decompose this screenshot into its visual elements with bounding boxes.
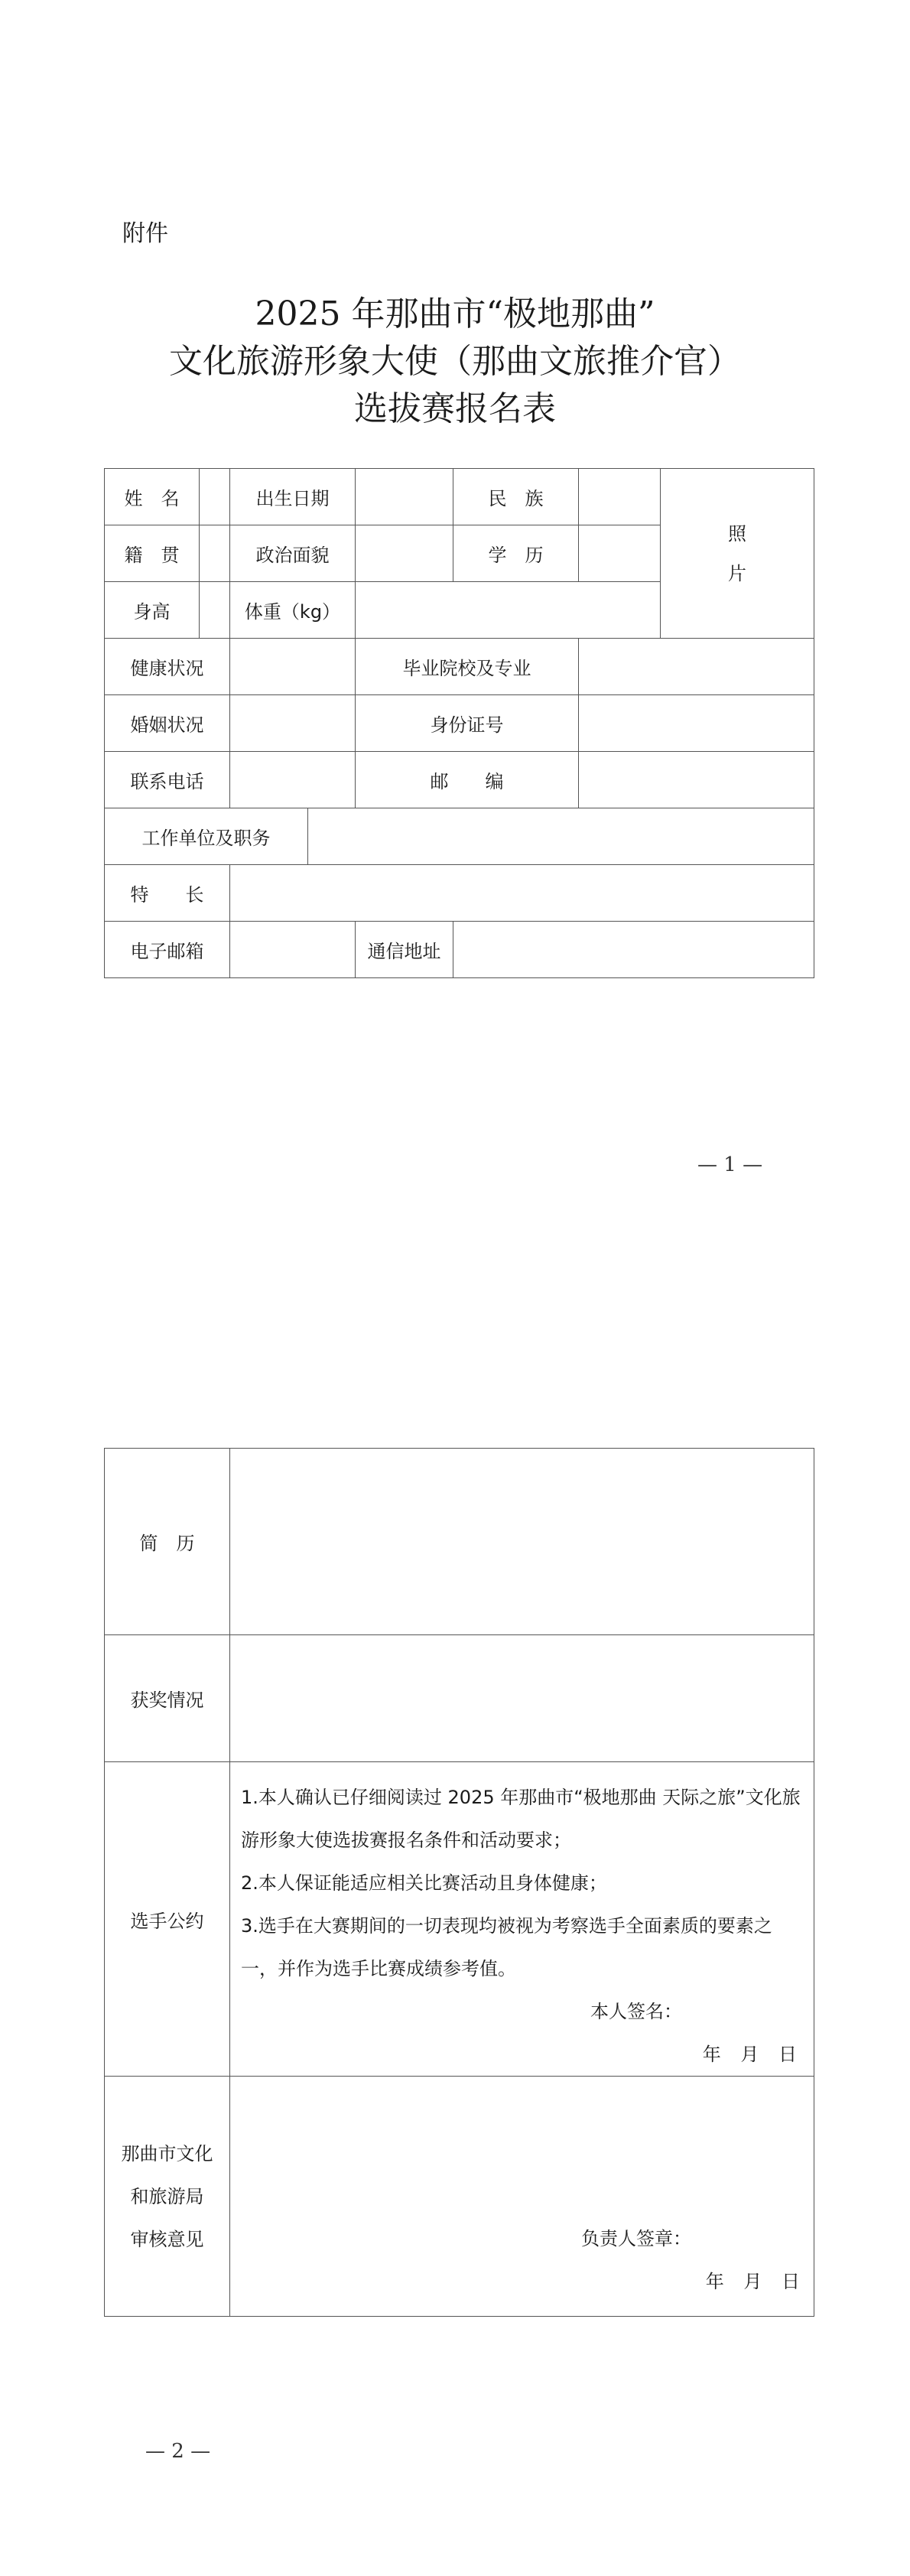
- native-place-label: 籍 贯: [105, 525, 200, 582]
- photo-label-2: 片: [728, 562, 746, 584]
- photo-cell[interactable]: [661, 469, 814, 639]
- specialty-value[interactable]: [230, 865, 814, 922]
- postcode-value[interactable]: [579, 752, 814, 808]
- id-number-value[interactable]: [579, 695, 814, 752]
- pledge-date: 年 月 日: [702, 2044, 797, 2065]
- pledge-item-2: 2.本人保证能适应相关比赛活动且身体健康；: [241, 1872, 607, 1894]
- weight-value[interactable]: [356, 582, 661, 639]
- work-unit-label: 工作单位及职务: [105, 808, 308, 865]
- photo-label-1: 照: [728, 522, 746, 545]
- school-major-value[interactable]: [579, 639, 814, 695]
- health-value[interactable]: [230, 639, 356, 695]
- review-label: [105, 2077, 230, 2317]
- ethnicity-label: 民 族: [453, 469, 579, 525]
- phone-label: 联系电话: [105, 752, 230, 808]
- marital-label: 婚姻状况: [105, 695, 230, 752]
- responsible-signature-label: 负责人签章：: [581, 2228, 691, 2249]
- title-line-1: 2025 年那曲市“极地那曲”: [255, 294, 655, 333]
- resume-value[interactable]: [230, 1449, 814, 1635]
- political-status-label: 政治面貌: [230, 525, 356, 582]
- specialty-label: 特 长: [105, 865, 230, 922]
- political-status-value[interactable]: [356, 525, 453, 582]
- native-place-value[interactable]: [200, 525, 230, 582]
- height-value[interactable]: [200, 582, 230, 639]
- address-label: 通信地址: [356, 922, 453, 978]
- pledge-item-1: 1.本人确认已仔细阅读过 2025 年那曲市“极地那曲 天际之旅”文化旅游形象大使选拔赛报名条件和活动要求；: [241, 1787, 801, 1851]
- school-major-label: 毕业院校及专业: [356, 639, 579, 695]
- title-line-3: 选拔赛报名表: [354, 389, 556, 428]
- attachment-label: 附件: [122, 220, 168, 247]
- address-value[interactable]: [453, 922, 814, 978]
- pledge-label: 选手公约: [105, 1762, 230, 2077]
- ethnicity-value[interactable]: [579, 469, 661, 525]
- page-number-1: — 1 —: [697, 1153, 763, 1176]
- id-number-label: 身份证号: [356, 695, 579, 752]
- review-content[interactable]: [230, 2077, 814, 2317]
- work-unit-value[interactable]: [308, 808, 814, 865]
- resume-pledge-table: [104, 1448, 814, 2317]
- review-date: 年 月 日: [705, 2271, 800, 2292]
- review-label-2: 和旅游局: [130, 2185, 204, 2207]
- awards-value[interactable]: [230, 1635, 814, 1762]
- weight-label: 体重（kg）: [230, 582, 356, 639]
- resume-label: 简 历: [105, 1449, 230, 1635]
- email-value[interactable]: [230, 922, 356, 978]
- pledge-content: [230, 1762, 814, 2077]
- postcode-label: 邮 编: [356, 752, 579, 808]
- email-label: 电子邮箱: [105, 922, 230, 978]
- name-label: 姓 名: [105, 469, 200, 525]
- review-label-3: 审核意见: [130, 2228, 204, 2250]
- pledge-item-3: 3.选手在大赛期间的一切表现均被视为考察选手全面素质的要素之一，并作为选手比赛成绩参考值。: [241, 1915, 772, 1979]
- health-label: 健康状况: [105, 639, 230, 695]
- phone-value[interactable]: [230, 752, 356, 808]
- education-value[interactable]: [579, 525, 661, 582]
- title-line-2: 文化旅游形象大使（那曲文旅推介官）: [169, 342, 741, 381]
- registration-form-table: [104, 468, 814, 978]
- education-label: 学 历: [453, 525, 579, 582]
- height-label: 身高: [105, 582, 200, 639]
- birth-date-label: 出生日期: [230, 469, 356, 525]
- review-label-1: 那曲市文化: [121, 2142, 213, 2165]
- marital-value[interactable]: [230, 695, 356, 752]
- form-title: [0, 291, 910, 433]
- signature-label: 本人签名：: [590, 2001, 682, 2022]
- birth-date-value[interactable]: [356, 469, 453, 525]
- awards-label: 获奖情况: [105, 1635, 230, 1762]
- name-value[interactable]: [200, 469, 230, 525]
- page-number-2: — 2 —: [145, 2440, 211, 2463]
